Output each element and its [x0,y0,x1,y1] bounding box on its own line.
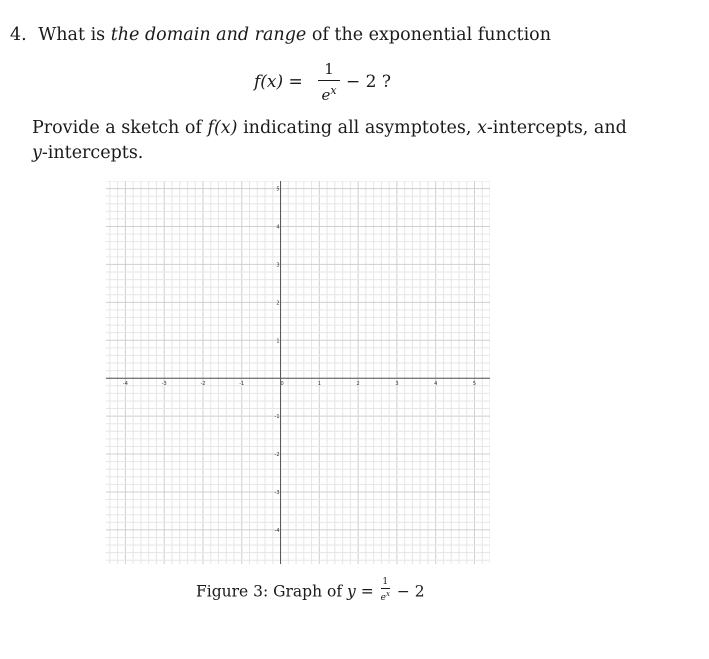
formula-rhs: − 2 ? [346,72,391,92]
x-tick-label: 5 [472,381,477,388]
question-number: 4. [10,25,27,45]
instruction-part1: Provide a sketch of [32,118,202,138]
instruction-fx: f(x) [207,118,238,138]
figure-caption [196,577,425,605]
y-tick-label: -1 [274,414,280,421]
instruction-x-var: x [477,118,487,138]
caption-numerator: 1 [382,577,389,587]
instruction-part3: -intercepts, and [486,118,627,138]
instruction-paragraph [32,116,632,166]
caption-fraction [381,578,390,603]
x-tick-label: 3 [395,381,399,388]
instruction-part2: indicating all asymptotes, [243,118,472,138]
caption-label: Figure 3: Graph of [196,582,343,601]
x-tick-label: 4 [434,381,438,388]
formula-numerator: 1 [324,60,334,78]
x-tick-label: -1 [239,381,245,388]
formula-fraction-bar [318,80,340,81]
caption-denominator: $e^x$ [380,590,390,603]
y-tick-label: -4 [274,527,280,534]
formula-denominator: $e^x$ [321,84,337,104]
question-domain-range: the domain and range [110,25,307,45]
x-tick-label: -3 [161,381,167,388]
instruction-part4: -intercepts. [41,143,144,163]
formula-lhs: f(x) = [254,72,303,92]
question-lead: What is [38,25,106,45]
y-tick-label: -3 [274,489,280,496]
x-tick-label: -4 [122,381,128,388]
caption-rhs: − 2 [396,582,425,601]
blank-graph-grid [106,181,490,564]
y-tick-label: 2 [276,300,280,307]
caption-fraction-bar [381,588,390,589]
y-tick-label: 3 [276,262,280,269]
x-tick-label: 1 [317,381,321,388]
question-tail: of the exponential function [311,25,551,45]
y-tick-label: 4 [276,224,280,231]
formula-fraction [318,60,340,104]
y-tick-label: 1 [276,338,280,345]
x-tick-label: 2 [356,381,360,388]
y-tick-label: -2 [274,452,280,459]
instruction-y-var: y [32,143,42,163]
x-tick-label: 0 [280,381,284,388]
caption-lhs: y = [347,582,374,601]
question-line [10,25,551,45]
x-tick-label: -2 [200,381,206,388]
y-tick-label: 5 [276,186,280,193]
